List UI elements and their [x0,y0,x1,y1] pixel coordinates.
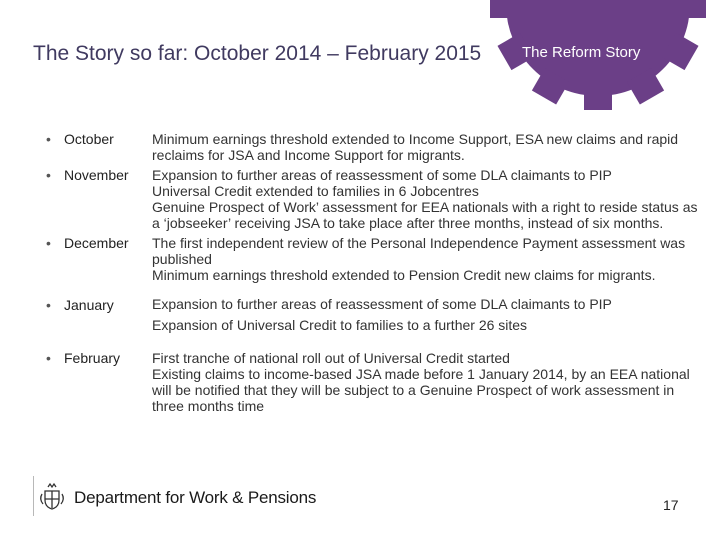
royal-crest-icon [38,482,66,512]
entry-text: Universal Credit extended to families in 6 Jobcentres [152,183,479,199]
entry-text: Expansion to further areas of reassessment of some DLA claimants to PIP [152,296,612,312]
entry-text: Expansion of Universal Credit to families to a further 26 sites [152,317,528,333]
month-entries [152,167,706,231]
month-entries [152,235,706,283]
month-label: December [64,235,129,251]
timeline-row-december [46,235,706,283]
entry-text: Expansion to further areas of reassessment of some DLA claimants to PIP [152,167,612,183]
entry-text: Minimum earnings threshold extended to Income Support, ESA new claims and rapid reclaims for JSA and Income Support for migrants. [152,131,679,163]
page-number: 17 [663,497,679,513]
timeline-row-february [46,350,706,414]
bullet-icon: • [46,297,51,313]
month-label: October [64,131,114,147]
timeline-row-november [46,167,706,231]
month-label: November [64,167,129,183]
timeline-row-october [46,131,706,163]
timeline-row-january [46,297,706,336]
department-name: Department for Work & Pensions [74,488,317,507]
bullet-icon: • [46,131,51,147]
month-entries [152,294,706,336]
entry-text: Existing claims to income-based JSA made before 1 January 2014, by an EEA national will be notified that they will be subject to a Genuine Prospect of work assessment in three months time [152,366,690,414]
month-entries [152,350,706,414]
entry-text: First tranche of national roll out of Universal Credit started [152,350,510,366]
entry-text: Minimum earnings threshold extended to Pension Credit new claims for migrants. [152,267,656,283]
reform-story-badge: The Reform Story [522,44,641,61]
bullet-icon: • [46,350,51,366]
month-label: January [64,297,114,313]
timeline-list [46,131,706,414]
month-entries [152,131,706,163]
bullet-icon: • [46,235,51,251]
slide-title: The Story so far: October 2014 – February 2015 [33,42,482,65]
entry-text: The first independent review of the Personal Independence Payment assessment was published [152,235,686,267]
footer-divider [33,476,34,516]
bullet-icon: • [46,167,51,183]
month-label: February [64,350,121,366]
entry-text: Genuine Prospect of Work’ assessment for EEA nationals with a right to reside status as a ‘jobseeker’ receiving JSA to take place after three months, instead of six months. [152,199,698,231]
